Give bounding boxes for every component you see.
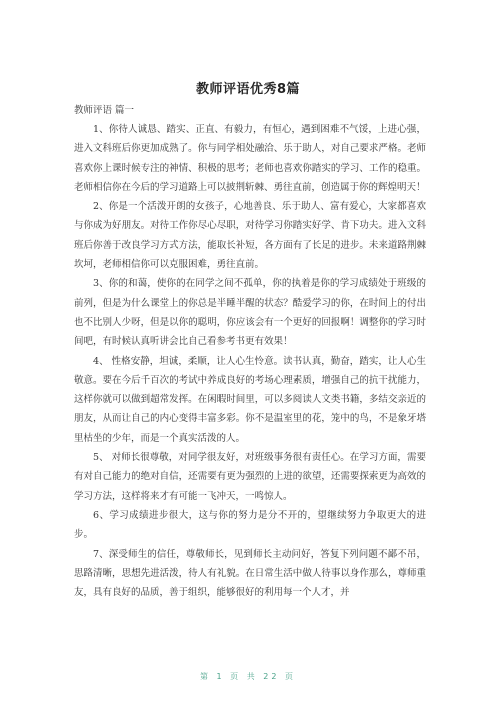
section-heading: 教师评语 篇一 bbox=[74, 105, 135, 116]
page-footer: 第 1 页 共 22 页 bbox=[200, 672, 296, 681]
document-title: 教师评语优秀8篇 bbox=[195, 82, 301, 97]
paragraph: 2、你是一个活泼开朗的女孩子，心地善良、乐于助人、富有爱心，大家都喜欢与你成为好朋友。对待工作你尽心尽职，对待学习你踏实好学、肯下功夫。进入文科班后你善于改良学习方式方法，能取长补短，各方面有了长足的进步。未来道路荆棘坎坷，老师相信你可以克服困难，勇往直前。 bbox=[74, 201, 426, 271]
paragraph: 3、你的和蔼，使你的在同学之间不孤单，你的执着是你的学习成绩处于班级的前列，但是为什么课堂上的你总是半睡半醒的状态？酷爱学习的你，在时间上的付出也不比别人少呀，但是以你的聪明，你应该会有一个更好的回报啊！调整你的学习时间吧，有时候认真听讲会比自己看参考书更有效果！ bbox=[74, 278, 426, 348]
paragraph: 1、你待人诚恳、踏实、正直、有毅力，有恒心，遇到困难不气馁，上进心强，进入文科班后你更加成熟了。你与同学相处融洽、乐于助人，对自己要求严格。老师喜欢你上课时候专注的神情、积极的思考；老师也喜欢你踏实的学习、工作的稳重。老师相信你在今后的学习道路上可以披荆斩棘、勇往直前，创造属于你的辉煌明天！ bbox=[74, 124, 426, 193]
paragraph: 6、学习成绩进步很大，这与你的努力是分不开的，望继续努力争取更大的进步。 bbox=[74, 509, 426, 541]
paragraph: 4、 性格安静，坦诚，柔顺，让人心生怜意。读书认真，勤奋，踏实，让人心生敬意。要在今后千百次的考试中养成良好的考场心理素质，增强自己的抗干扰能力，这样你就可以做到超常发挥。在闲暇时间里，可以多阅读人文类书籍，多结交亲近的朋友，从而让自己的内心变得丰富多彩。你不是温室里的花，笼中的鸟，不是象牙塔里枯坐的少年，而是一个真实活泼的人。 bbox=[74, 355, 426, 444]
document-body bbox=[74, 120, 426, 602]
paragraph: 5、 对师长很尊敬，对同学很友好，对班级事务很有责任心。在学习方面，需要有对自己能力的绝对自信，还需要有更为强烈的上进的欲望，还需要探索更为高效的学习方法，这样将来才有可能一飞冲天，一鸣惊人。 bbox=[74, 452, 426, 502]
paragraph: 7、深受师生的信任，尊敬师长，见到师长主动问好，答复下列问题不鄙不吊，思路清晰，思想先进活泼，待人有礼貌。在日常生活中做人待事以身作那么，尊师重友，具有良好的品质，善于组织，能够很好的利用每一个人才，并 bbox=[74, 548, 426, 599]
